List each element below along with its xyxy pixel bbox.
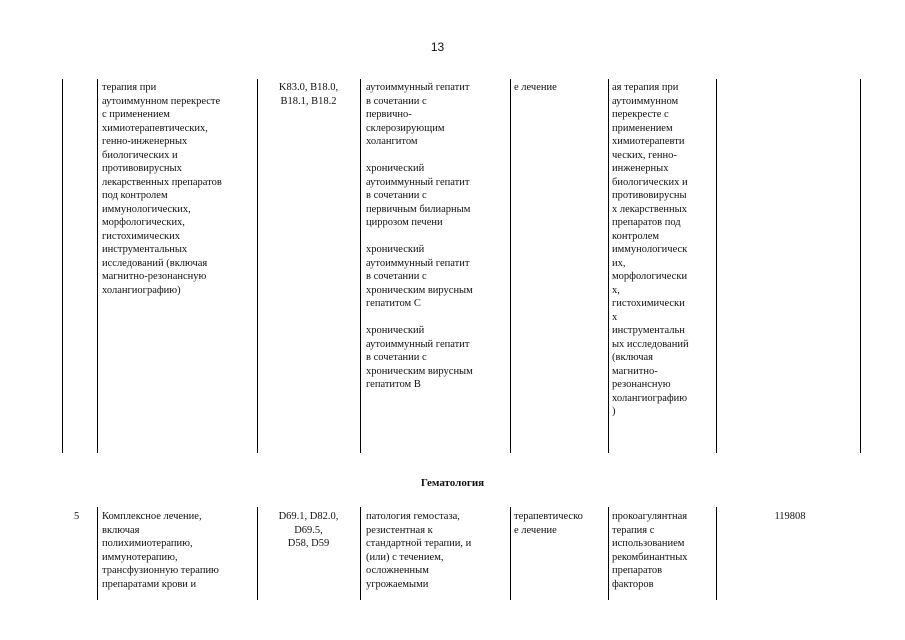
cell-treatment-type: терапевтическо е лечение [514,511,583,536]
table-border-line [510,507,511,600]
table-border-line [608,507,609,600]
table-border-line [62,79,63,453]
cell-treatment-method: прокоагулянтная терапия с использованием рекомбинантных препаратов факторов [612,511,688,590]
table-border-line [360,507,361,600]
table-border-line [716,507,717,600]
cell-row-number: 5 [74,511,80,522]
cell-patient-model: аутоиммунный гепатит в сочетании с первично- склерозирующим холангитом хронический аутоиммунный гепатит в сочетании с первичным билиарным циррозом печени хронический аутоиммунный гепатит в сочетании с хроническим вирусным гепатитом C хронический аутоиммунный гепатит в сочетании с хроническим вирусным гепатитом B [366,82,473,390]
section-heading: Гематология [420,477,485,489]
cell-method: Комплексное лечение, включая полихимиотерапию, иммунотерапию, трансфузионную терапию препаратами крови и [102,511,219,590]
table-border-line [97,507,98,600]
table-border-line [257,507,258,600]
table-border-line [716,79,717,453]
cell-patient-model: патология гемостаза, резистентная к стандартной терапии, и (или) с течением, осложненным угрожаемыми [366,511,472,590]
cell-method: терапия при аутоиммунном перекресте с применением химиотерапевтических, генно-инженерных биологических и противовирусных лекарственных препаратов под контролем иммунологических, морфологических, гистохимических инструментальных исследований (включая магнитно-резонансную холангиографию) [102,82,222,296]
cell-norm-value: 119808 [774,511,806,522]
table-border-line [360,79,361,453]
cell-icd-codes: K83.0, B18.0, B18.1, B18.2 [278,82,339,107]
table-border-line [608,79,609,453]
table-border-line [257,79,258,453]
page-number: 13 [430,40,445,54]
table-border-line [97,79,98,453]
cell-icd-codes: D69.1, D82.0, D69.5, D58, D59 [278,511,339,549]
table-border-line [860,79,861,453]
cell-treatment-type: е лечение [514,82,557,93]
table-border-line [510,79,511,453]
cell-treatment-method: ая терапия при аутоиммунном перекресте с применением химиотерапевти ческих, генно- инженерных биологических и противовирусны х лекарственных препаратов под контролем иммунологическ их, морфологически х, гистохимически х инструментальн ых исследований (включая магнитно- резонансную холангиографию ) [612,82,689,417]
